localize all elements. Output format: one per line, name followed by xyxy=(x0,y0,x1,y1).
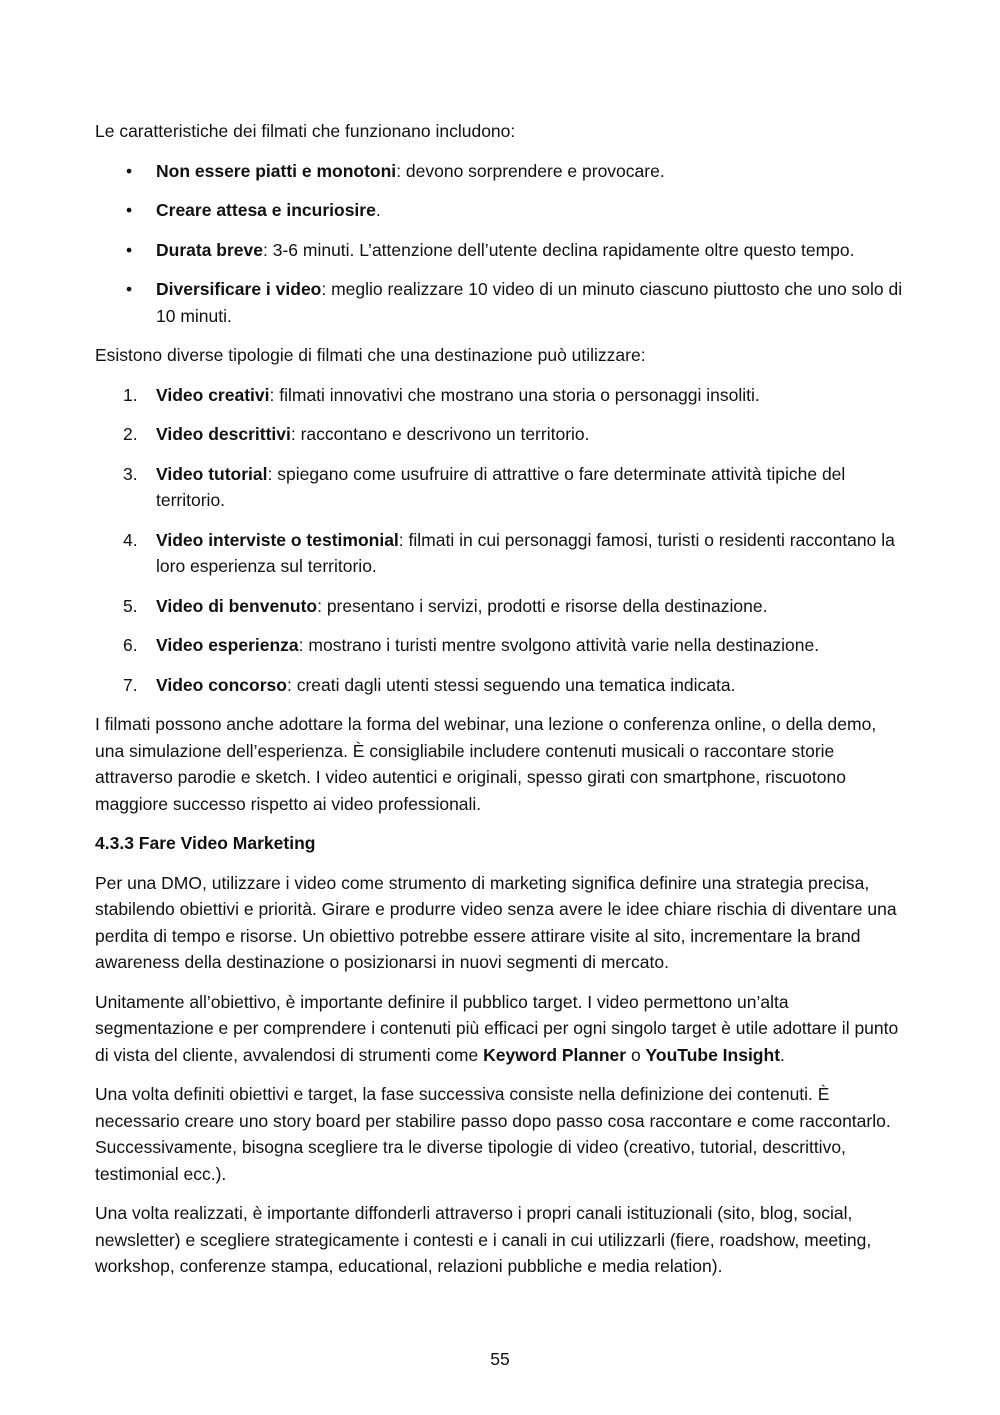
list-item: 7. Video concorso: creati dagli utenti stessi seguendo una tematica indicata. xyxy=(95,672,910,699)
types-intro-paragraph: Esistono diverse tipologie di filmati che una destinazione può utilizzare: xyxy=(95,345,646,365)
bullet-marker: • xyxy=(126,239,133,260)
bullet-marker: • xyxy=(126,200,133,220)
keyword-planner-term: Keyword Planner xyxy=(483,1044,627,1065)
list-item: • Creare attesa e incuriosire. xyxy=(95,197,910,224)
list-number: 5. xyxy=(123,595,138,616)
list-item: • Non essere piatti e monotoni: devono sorprendere e provocare. xyxy=(95,158,910,185)
list-item: 2. Video descrittivi: raccontano e descrivono un territorio. xyxy=(95,421,910,448)
list-number: 6. xyxy=(123,635,138,655)
list-item: 6. Video esperienza: mostrano i turisti mentre svolgono attività varie nella destinazione. xyxy=(95,632,910,659)
list-number: 4. xyxy=(123,529,138,550)
list-number: 1. xyxy=(123,384,138,405)
strategy-paragraph: Per una DMO, utilizzare i video come strumento di marketing significa definire una strategia precisa, stabilendo obiettivi e priorità. Girare e produrre video senza avere le idee chiare rischia di diventare una perdita di tempo e risorse. Un obiettivo potrebbe essere attirare visite al sito, incrementare la brand awareness della destinazione o posizionarsi in nuovi segmenti di mercato. xyxy=(95,872,897,972)
webinar-paragraph: I filmati possono anche adottare la forma del webinar, una lezione o conferenza online, o della demo, una simulazione dell’esperienza. È consigliabile includere contenuti musicali o raccontare storie attraverso parodie e sketch. I video autentici e originali, spesso girati con smartphone, riscuotono maggiore successo rispetto ai video professionali. xyxy=(95,714,877,814)
list-item: • Diversificare i video: meglio realizzare 10 video di un minuto ciascuno piuttosto che uno solo di 10 minuti. xyxy=(95,276,910,329)
youtube-insight-term: YouTube Insight xyxy=(645,1044,781,1065)
list-item: • Durata breve: 3-6 minuti. L’attenzione dell’utente declina rapidamente oltre questo tempo. xyxy=(95,237,910,264)
content-paragraph: Una volta definiti obiettivi e target, la fase successiva consiste nella definizione dei contenuti. È necessario creare uno story board per stabilire passo dopo passo cosa raccontare e come raccontarlo. Successivamente, bisogna scegliere tra le diverse tipologie di video (creativo, tutorial, descrittivo, testimonial ecc.). xyxy=(95,1084,891,1184)
target-paragraph: Unitamente all’obiettivo, è importante definire il pubblico target. I video permettono un’alta segmentazione e per comprendere i contenuti più efficaci per ogni singolo target è utile adottare il punto di vista del cliente, avvalendosi di strumenti come Keyword Planner o YouTube Insight. xyxy=(95,991,899,1065)
list-number: 3. xyxy=(123,463,138,484)
section-heading: 4.3.3 Fare Video Marketing xyxy=(95,833,316,853)
list-item: 5. Video di benvenuto: presentano i servizi, prodotti e risorse della destinazione. xyxy=(95,593,910,620)
distribution-paragraph: Una volta realizzati, è importante diffonderli attraverso i propri canali istituzionali (sito, blog, social, newsletter) e scegliere strategicamente i contesti e i canali in cui utilizzarli (fiere, roadshow, meeting, workshop, conferenze stampa, educational, relazioni pubbliche e media relation). xyxy=(95,1203,872,1276)
list-item: 4. Video interviste o testimonial: filmati in cui personaggi famosi, turisti o residenti raccontano la loro esperienza sul territorio. xyxy=(95,527,910,580)
document-body xyxy=(95,118,910,1293)
video-types-list xyxy=(95,382,910,699)
list-number: 2. xyxy=(123,424,138,444)
bullet-marker: • xyxy=(126,160,133,181)
list-number: 7. xyxy=(123,674,138,695)
list-item: 3. Video tutorial: spiegano come usufruire di attrattive o fare determinate attività tipiche del territorio. xyxy=(95,461,910,514)
features-list xyxy=(95,158,910,330)
page-number: 55 xyxy=(490,1349,510,1369)
intro-paragraph: Le caratteristiche dei filmati che funzionano includono: xyxy=(95,121,516,141)
bullet-marker: • xyxy=(126,279,133,299)
list-item: 1. Video creativi: filmati innovativi che mostrano una storia o personaggi insoliti. xyxy=(95,382,910,409)
